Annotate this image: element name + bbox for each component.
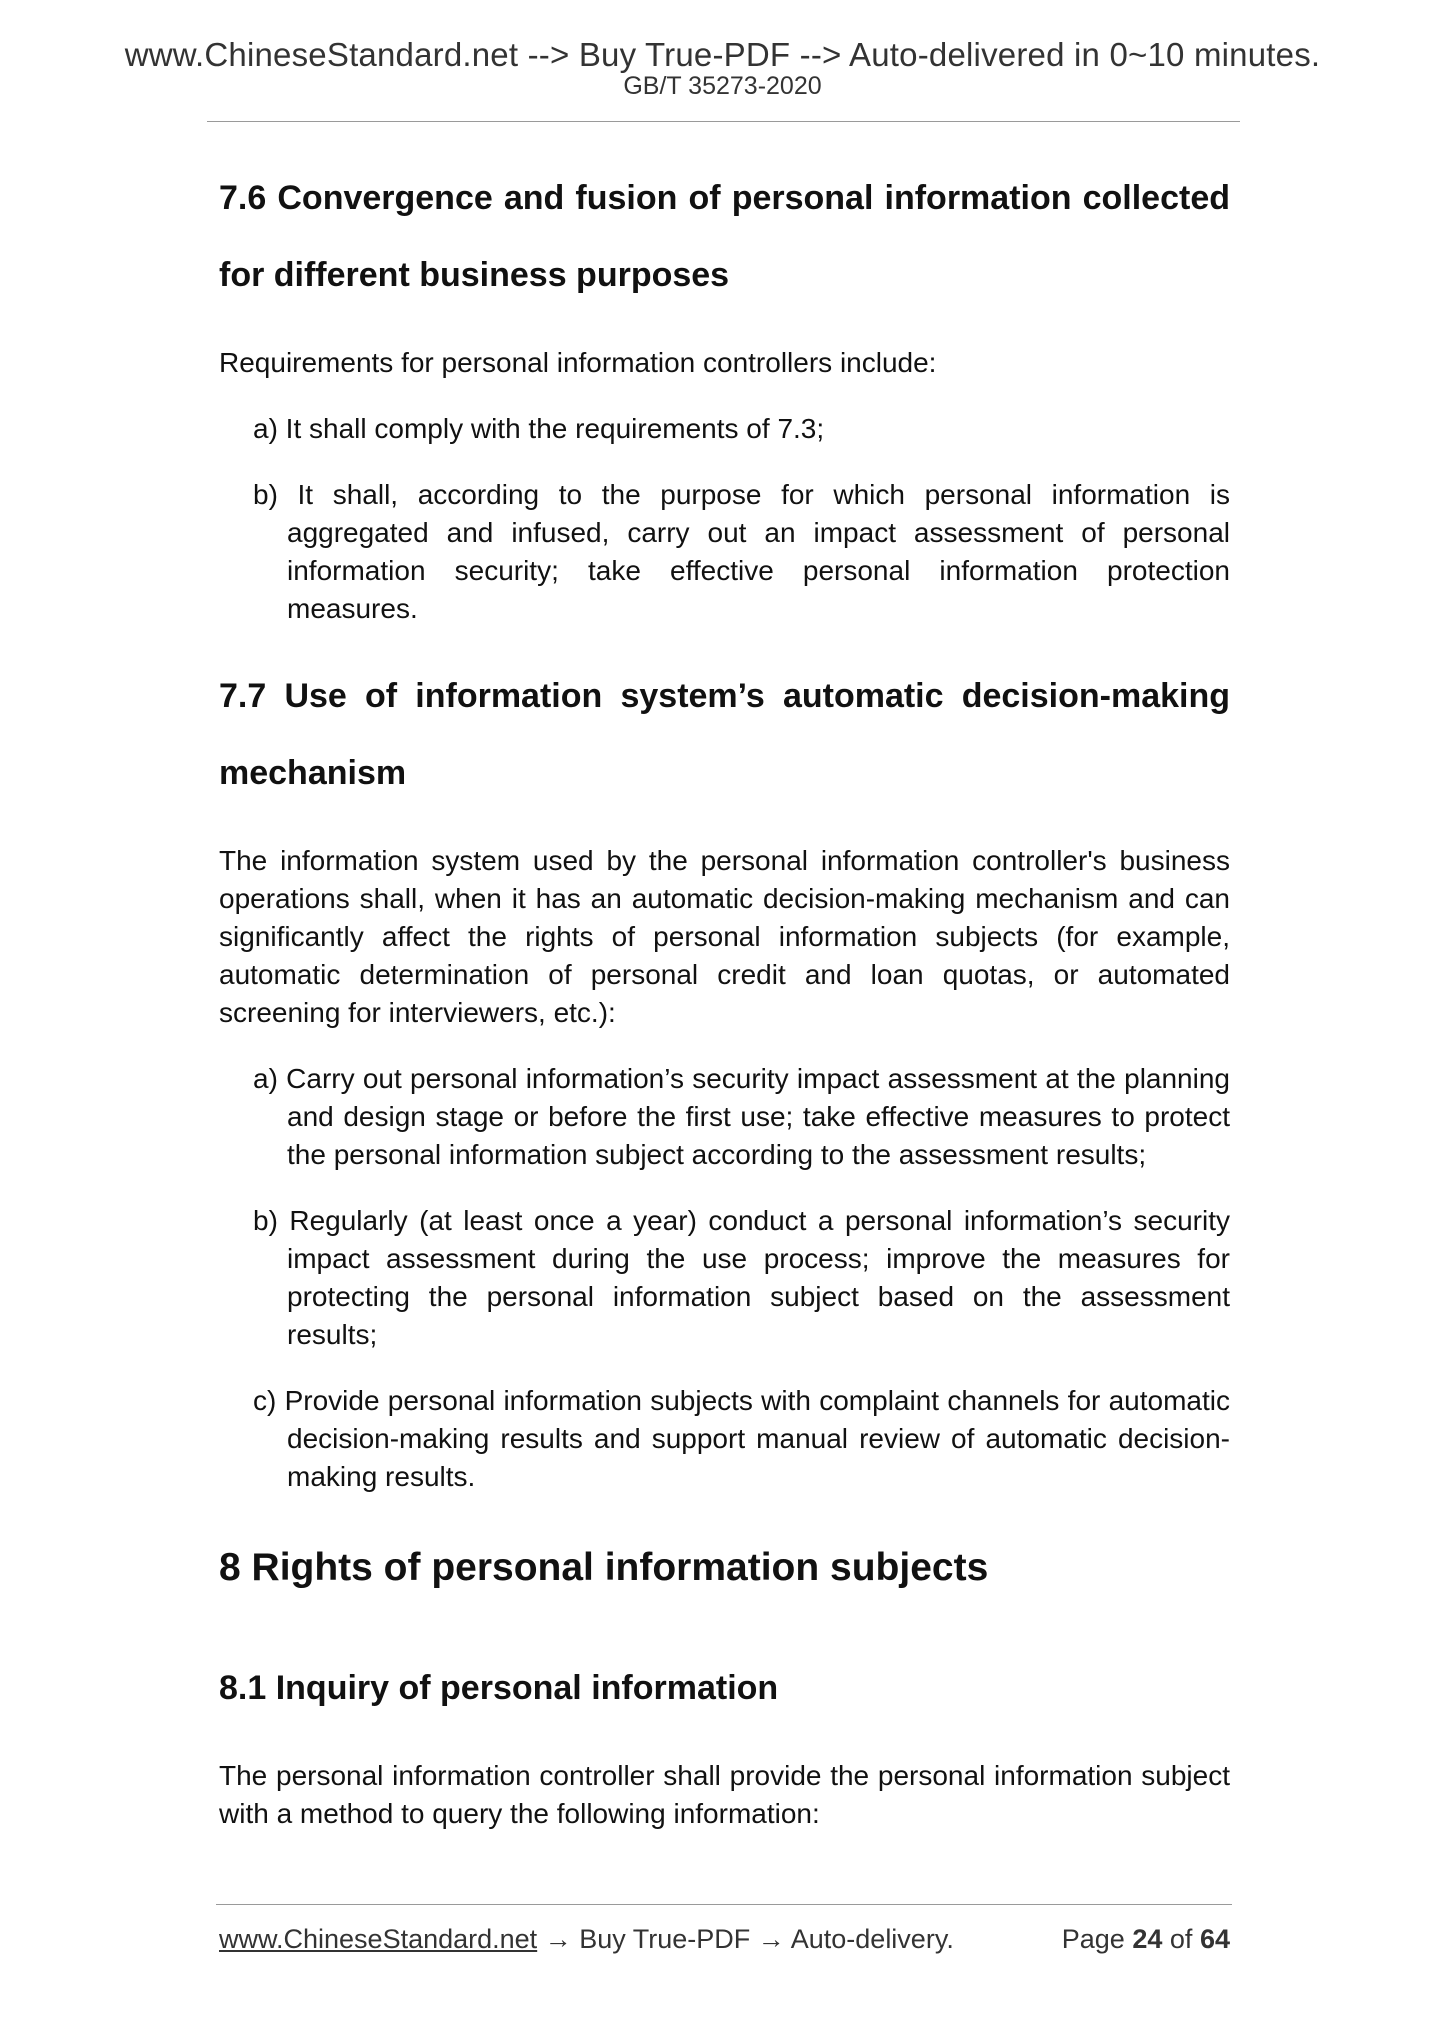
footer-divider	[216, 1904, 1232, 1905]
section-7-7-heading: 7.7 Use of information system’s automatic decision-making mechanism	[219, 677, 1230, 792]
top-banner: www.ChineseStandard.net --> Buy True-PDF --> Auto-delivered in 0~10 minutes.	[124, 36, 1321, 73]
page-label: Page	[1061, 1924, 1125, 1954]
document-body	[219, 160, 1230, 1833]
page-indicator	[1062, 1924, 1230, 1955]
section-7-7-item-b: b) Regularly (at least once a year) conduct a personal information’s security impact assessment during the use process; improve the measures for protecting the personal information subject based on the assessment results;	[253, 1205, 1230, 1350]
header-divider	[207, 121, 1240, 122]
section-7-6-heading: 7.6 Convergence and fusion of personal information collected for different business purposes	[219, 179, 1230, 294]
footer-site-link[interactable]: www.ChineseStandard.net	[219, 1924, 538, 1954]
section-7-7-intro: The information system used by the personal information controller's business operations shall, when it has an automatic decision-making mechanism and can significantly affect the rights of personal information subjects (for example, automatic determination of personal credit and loan quotas, or automated screening for interviewers, etc.):	[219, 845, 1230, 1028]
section-7-6-intro: Requirements for personal information controllers include:	[219, 347, 937, 378]
chapter-8-heading: 8 Rights of personal information subjects	[219, 1546, 989, 1589]
standard-code: GB/T 35273-2020	[623, 72, 822, 100]
of-label: of	[1169, 1924, 1193, 1954]
section-7-6-item-b: b) It shall, according to the purpose for which personal information is aggregated and infused, carry out an impact assessment of personal information security; take effective personal information protection measures.	[253, 479, 1230, 624]
total-pages: 64	[1199, 1924, 1230, 1954]
footer-tagline: → Buy True-PDF → Auto-delivery.	[537, 1924, 954, 1954]
section-8-1-heading: 8.1 Inquiry of personal information	[219, 1669, 779, 1707]
section-7-7-item-c: c) Provide personal information subjects with complaint channels for automatic decision-making results and support manual review of automatic decision-making results.	[253, 1385, 1230, 1492]
section-7-6-item-a: a) It shall comply with the requirements of 7.3;	[253, 413, 825, 444]
section-7-7-item-a: a) Carry out personal information’s security impact assessment at the planning and design stage or before the first use; take effective measures to protect the personal information subject according to the assessment results;	[253, 1063, 1230, 1170]
page-number: 24	[1132, 1924, 1163, 1954]
footer-left	[219, 1924, 954, 1955]
section-8-1-intro: The personal information controller shall provide the personal information subject with a method to query the following information:	[219, 1760, 1230, 1829]
